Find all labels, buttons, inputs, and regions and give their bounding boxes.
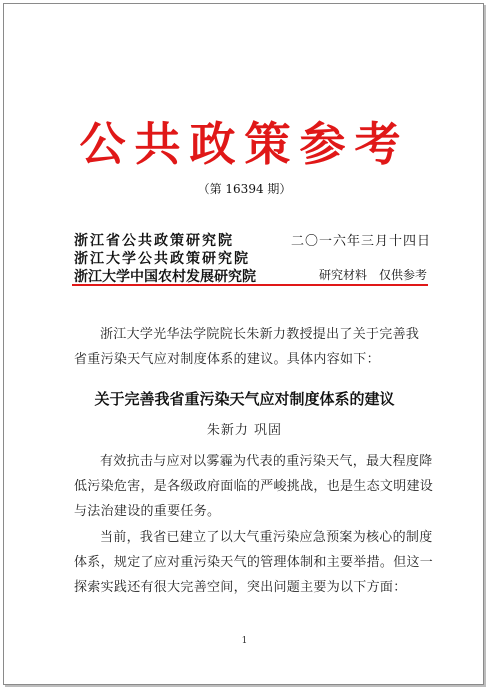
masthead-title: 公共政策参考 (79, 117, 410, 171)
article-authors: 朱新力 巩固 (206, 423, 283, 438)
distribution-note: 研究材料 仅供参考 (318, 268, 427, 282)
article-title: 关于完善我省重污染天气应对制度体系的建议 (94, 390, 395, 408)
page-number: 1 (241, 636, 248, 646)
organization-3: 浙江大学中国农村发展研究院 (74, 269, 256, 285)
body-paragraph-1: 有效抗击与应对以雾霾为代表的重污染天气，最大程度降低污染危害，是各级政府面临的严峻挑战，也是生态文明建设与法治建设的重要任务。 (74, 454, 434, 519)
header-divider (72, 284, 428, 286)
issue-number: （第 16394 期） (197, 182, 292, 196)
body-paragraph-2: 当前，我省已建立了以大气重污染应急预案为核心的制度体系，规定了应对重污染天气的管理体制和主要举措。但这一探索实践还有很大完善空间，突出问题主要为以下方面： (74, 530, 434, 595)
organization-1: 浙江省公共政策研究院 (74, 233, 234, 249)
organization-2: 浙江大学公共政策研究院 (74, 251, 250, 267)
issue-date: 二〇一六年三月十四日 (290, 234, 431, 249)
intro-paragraph: 浙江大学光华法学院院长朱新力教授提出了关于完善我省重污染天气应对制度体系的建议。具体内容如下： (74, 327, 420, 367)
